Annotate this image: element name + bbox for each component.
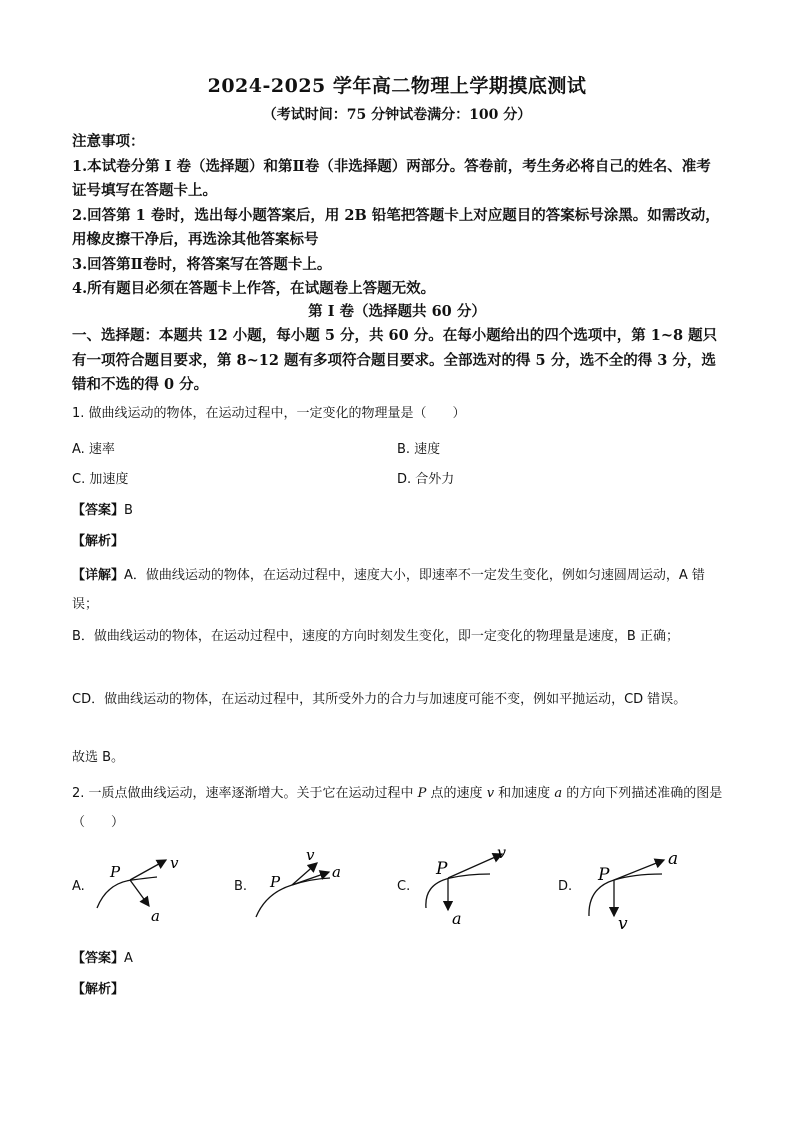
velocity-label: v (170, 854, 179, 872)
q2-stem (72, 779, 724, 837)
q1-option-a: A. 速率 (72, 442, 115, 457)
q1-option-b: B. 速度 (397, 442, 441, 457)
q2-stem-p: P (417, 786, 427, 801)
q2-figure-d-label: D. (558, 879, 573, 894)
q1-analysis-tag (72, 530, 124, 549)
answer-value: B (124, 503, 133, 518)
velocity-arrow (130, 860, 166, 880)
velocity-label: v (497, 843, 507, 862)
detail-a-text: A．做曲线运动的物体，在运动过程中，速度大小，即速率不一定发生变化，例如匀速圆周运动，A 错误； (72, 568, 705, 612)
q2-stem-2: 点的速度 (426, 786, 487, 801)
acceleration-arrow (614, 860, 664, 880)
notes-item-3: 3.回答第Ⅱ卷时，将答案写在答题卡上。 (72, 255, 332, 273)
q1-conclusion: 故选 B。 (72, 750, 125, 765)
section-intro: 一、选择题：本题共 12 小题，每小题 5 分，共 60 分。在每小题给出的四个选项中，第 1~8 题只有一项符合题目要求，第 8~12 题有多项符合题目要求。全部选对的得 5 分，选不全的得 3 分，选错和不选的得 0 分。 (72, 327, 718, 393)
q2-stem-3: 和加速度 (494, 786, 555, 801)
velocity-label: v (306, 846, 315, 864)
analysis-tag: 【解析】 (72, 982, 125, 997)
acceleration-label: a (332, 863, 341, 881)
page-title: 2024-2025 学年高二物理上学期摸底测试 (207, 75, 587, 97)
answer-value: A (124, 951, 133, 966)
q2-figure-c-label: C. (397, 879, 411, 894)
q2-figure-d (580, 840, 690, 935)
q2-figure-b-label: B. (234, 879, 248, 894)
answer-tag: 【答案】 (72, 951, 125, 966)
point-p-label: P (110, 863, 121, 881)
answer-tag: 【答案】 (72, 503, 125, 518)
acceleration-arrow (130, 880, 149, 906)
q1-option-d: D. 合外力 (397, 472, 455, 487)
notes-item-2: 2.回答第 1 卷时，选出每小题答案后，用 2B 铅笔把答题卡上对应题目的答案标号涂黑。如需改动，用橡皮擦干净后，再选涂其他答案标号 (72, 206, 720, 248)
q2-figure-b (250, 845, 350, 930)
q2-stem-v: v (486, 786, 495, 801)
q2-answer (72, 947, 133, 966)
section-heading: 第 I 卷（选择题共 60 分） (308, 303, 486, 320)
notes-heading: 注意事项： (72, 133, 145, 150)
trajectory-curve (426, 874, 490, 908)
notes-block (72, 130, 724, 302)
acceleration-label: a (668, 849, 679, 869)
q2-stem-a: a (554, 786, 563, 801)
q1-answer (72, 499, 133, 518)
analysis-tag: 【解析】 (72, 534, 125, 549)
q2-figure-a (92, 845, 192, 930)
point-p-label: P (436, 859, 448, 879)
acceleration-label: a (151, 907, 160, 925)
q1-detail-b: B．做曲线运动的物体，在运动过程中，速度的方向时刻发生变化，即一定变化的物理量是速度，B 正确； (72, 629, 679, 644)
q2-figure-c (418, 840, 518, 930)
notes-item-4: 4.所有题目必须在答题卡上作答，在试题卷上答题无效。 (72, 280, 436, 297)
q1-stem: 1. 做曲线运动的物体，在运动过程中，一定变化的物理量是（ ） (72, 406, 466, 421)
q1-detail-cd: CD．做曲线运动的物体，在运动过程中，其所受外力的合力与加速度可能不变，例如平抛运动，CD 错误。 (72, 692, 687, 707)
q2-stem-1: 2. 一质点做曲线运动，速率逐渐增大。关于它在运动过程中 (72, 786, 418, 801)
point-p-label: P (598, 865, 610, 885)
q2-analysis-tag (72, 978, 124, 997)
detail-tag: 【详解】 (72, 568, 125, 583)
trajectory-curve (97, 877, 157, 908)
q1-detail-a (72, 561, 724, 619)
q2-figure-a-label: A. (72, 879, 85, 894)
q1-option-c: C. 加速度 (72, 472, 129, 487)
q2-stem-4: 的方向下列描述准确的图是（ ） (72, 786, 723, 830)
point-p-label: P (270, 873, 281, 891)
notes-item-1: 1.本试卷分第 I 卷（选择题）和第Ⅱ卷（非选择题）两部分。答卷前，考生务必将自己的姓名、准考证号填写在答题卡上。 (72, 157, 711, 199)
exam-info: （考试时间：75 分钟试卷满分：100 分） (262, 107, 532, 123)
acceleration-label: a (452, 909, 462, 928)
velocity-label: v (618, 914, 628, 934)
